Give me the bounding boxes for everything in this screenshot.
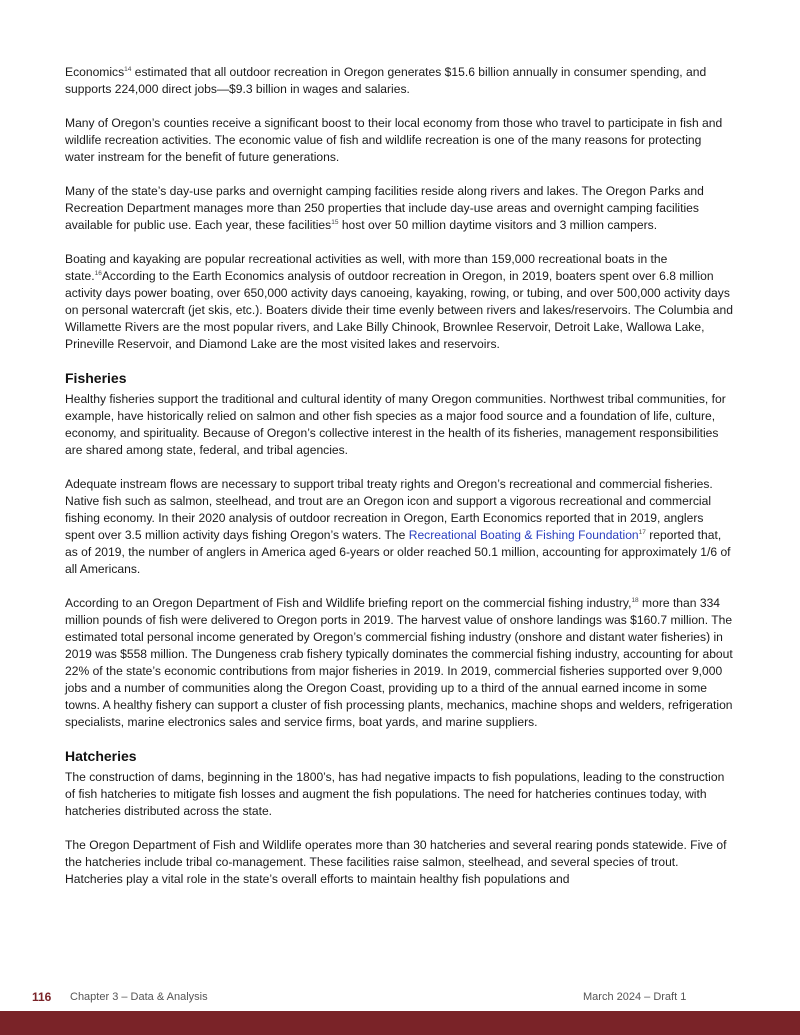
text: Adequate instream flows are necessary to support tribal treaty rights and Oregon’s recreational and commercial fisheries. Native fish such as salmon, steelhead, and trout are an Oregon icon and support a vigorous recreational and commercial fishing economy. In their 2020 analysis of outdoor recreation in Oregon, Earth Economics reported that in 2019, anglers spent over 3.5 million activity days fishing Oregon’s waters. The [65, 477, 713, 542]
footnote-ref-18[interactable]: 18 [631, 596, 639, 604]
text: host over 50 million daytime visitors and 3 million campers. [338, 218, 658, 232]
chapter-label: Chapter 3 – Data & Analysis [70, 991, 208, 1003]
paragraph-dams: The construction of dams, beginning in the 1800’s, has had negative impacts to fish populations, leading to the construction of fish hatcheries to mitigate fish losses and augment the fish populations. The need for hatcheries continues today, with hatcheries distributed across the state. [65, 770, 725, 818]
text: Boating and kayaking are popular recreational activities as well, with more than 159,000 recreational boats in the state. [65, 252, 668, 283]
paragraph-economics [65, 64, 733, 98]
text: According to the Earth Economics analysis of outdoor recreation in Oregon, in 2019, boaters spent over 6.8 million activity days power boating, over 650,000 activity days canoeing, kayaking, rowing, or tubing, and over 500,000 activity days on personal watercraft (jet skis, etc.). Boaters divide their time evenly between rivers and lakes/reservoirs. The Columbia and Willamette Rivers are the most popular rivers, and Lake Billy Chinook, Brownlee Reservoir, Detroit Lake, Wallowa Lake, Prineville Reservoir, and Diamond Lake are the most visited lakes and reservoirs. [65, 269, 733, 351]
footnote-ref-14[interactable]: 14 [124, 65, 132, 73]
rbff-link[interactable]: Recreational Boating & Fishing Foundation [408, 528, 639, 542]
draft-label: March 2024 – Draft 1 [583, 991, 687, 1003]
page-body [65, 64, 733, 905]
paragraph-odfw-hatcheries: The Oregon Department of Fish and Wildlife operates more than 30 hatcheries and several rearing ponds statewide. Five of the hatcheries include tribal co-management. These facilities raise salmon, steelhead, and several species of trout. Hatcheries play a vital role in the state’s overall efforts to maintain healthy fish populations and [65, 838, 727, 886]
footnote-ref-17[interactable]: 17 [638, 528, 646, 536]
text: reported that, as of 2019, the number of anglers in America aged 6-years or older reached 50.1 million, accounting for approximately 1/6 of all Americans. [65, 528, 731, 576]
page-footer [32, 990, 772, 1008]
footnote-ref-16[interactable]: 16 [94, 269, 102, 277]
paragraph-boating [65, 251, 733, 353]
paragraph-commercial-fishing [65, 595, 733, 731]
paragraph-parks [65, 183, 733, 234]
text: more than 334 million pounds of fish were delivered to Oregon ports in 2019. The harvest value of onshore landings was $160.7 million. The estimated total personal income generated by Oregon’s commercial fishing industry (onshore and distant water fisheries) in 2019 was $558 million. The Dungeness crab fishery typically dominates the commercial fishing industry, accounting for about 22% of the state’s economic contributions from major fisheries in 2019. In 2019, commercial fisheries supported over 9,000 jobs and a number of communities along the Oregon Coast, providing up to a third of the annual earned income in some towns. A healthy fishery can support a cluster of fish processing plants, mechanics, machine shops and welders, refrigeration specialists, marine electronics sales and service firms, boat yards, and marine suppliers. [65, 596, 733, 729]
heading-fisheries: Fisheries [65, 370, 127, 386]
heading-hatcheries: Hatcheries [65, 748, 137, 764]
text: According to an Oregon Department of Fish and Wildlife briefing report on the commercial fishing industry, [65, 596, 632, 610]
footnote-ref-15[interactable]: 15 [331, 218, 339, 226]
page-number: 116 [32, 990, 52, 1004]
text: estimated that all outdoor recreation in Oregon generates $15.6 billion annually in consumer spending, and supports 224,000 direct jobs—$9.3 billion in wages and salaries. [65, 65, 707, 96]
text: Economics [65, 65, 125, 79]
paragraph-fisheries-identity: Healthy fisheries support the traditional and cultural identity of many Oregon communities. Northwest tribal communities, for example, have historically relied on salmon and other fish species as a major food source and a foundation of life, culture, economy, and spirituality. Because of Oregon’s collective interest in the health of its fisheries, management responsibilities are shared among state, federal, and tribal agencies. [65, 392, 726, 457]
text: Many of the state’s day-use parks and overnight camping facilities reside along rivers and lakes. The Oregon Parks and Recreation Department manages more than 250 properties that include day-use areas and overnight camping facilities available for public use. Each year, these facilities [65, 184, 704, 232]
footer-bar [0, 1011, 800, 1035]
paragraph-instream-flows [65, 476, 733, 578]
paragraph-counties: Many of Oregon’s counties receive a significant boost to their local economy from those who travel to participate in fish and wildlife recreation activities. The economic value of fish and wildlife recreation is one of the many reasons for protecting water instream for the benefit of future generations. [65, 116, 723, 164]
